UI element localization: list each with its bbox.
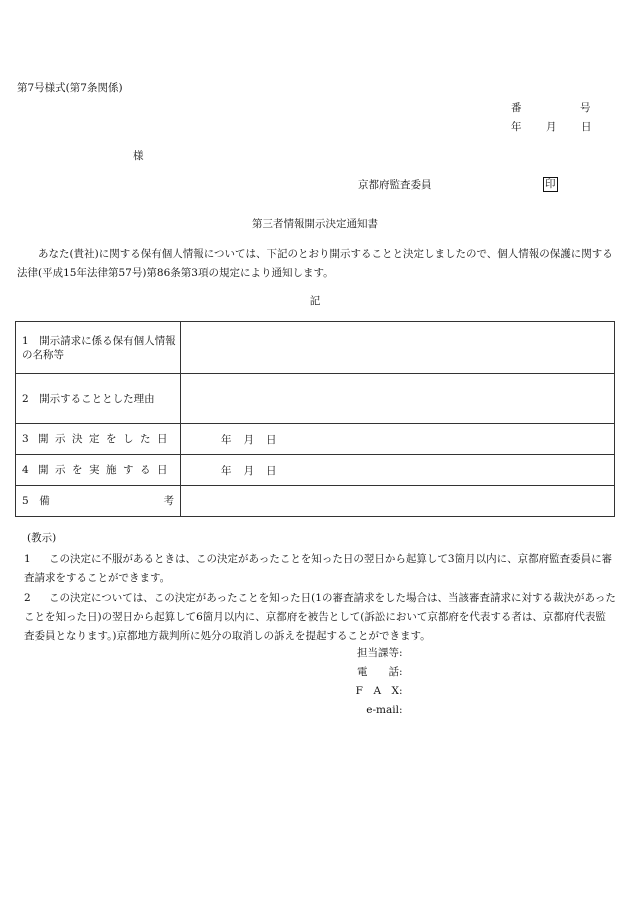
colon: : [399, 704, 403, 716]
date-day: 日 [266, 433, 277, 446]
note-item [24, 550, 616, 588]
contact-row [329, 663, 409, 682]
row-label-text: 開示を実施する日 [38, 464, 174, 476]
colon: : [399, 647, 403, 659]
row-number: 3 [22, 433, 29, 445]
contact-block [329, 644, 409, 720]
note-number: 2 [24, 592, 31, 604]
value-cell[interactable] [181, 486, 615, 517]
row-label [16, 322, 181, 374]
contact-email-label: e-mail [366, 704, 399, 716]
note-item [24, 589, 616, 646]
row-number: 5 [22, 495, 29, 507]
addressee-suffix: 様 [133, 150, 144, 162]
row-number: 4 [22, 464, 29, 476]
value-cell[interactable] [181, 455, 615, 486]
row-label-text: 備 [39, 495, 50, 507]
ki-heading: 記 [309, 295, 321, 307]
row-label [16, 486, 181, 517]
date-month: 月 [243, 433, 254, 446]
value-cell[interactable] [181, 322, 615, 374]
row-label-text: 開示請求に係る保有個人情報の名称等 [22, 334, 176, 361]
value-cell[interactable] [181, 374, 615, 424]
items-table [15, 321, 615, 517]
contact-dept-label: 担当課等 [357, 647, 399, 659]
colon: : [399, 666, 403, 678]
number-go-label: 号 [580, 102, 591, 114]
contact-row [329, 682, 409, 701]
number-ban-label: 番 [511, 102, 522, 114]
form-number: 第7号様式(第7条関係) [17, 82, 123, 94]
sender-name: 京都府監査委員 [358, 179, 432, 191]
date-month: 月 [243, 464, 254, 477]
date-day-label: 日 [581, 121, 592, 133]
contact-row [329, 701, 409, 720]
table-row [16, 455, 615, 486]
body-paragraph: あなた(貴社)に関する保有個人情報については、下記のとおり開示することと決定しましたので、個人情報の保護に関する法律(平成15年法律第57号)第86条第3項の規定により通知します。 [17, 248, 613, 279]
seal-mark: 印 [545, 178, 556, 190]
note-number: 1 [24, 553, 31, 565]
date-year: 年 [221, 433, 232, 446]
table-row [16, 374, 615, 424]
contact-phone-label: 電 話 [357, 666, 399, 678]
row-label [16, 424, 181, 455]
row-label [16, 455, 181, 486]
date-year: 年 [221, 464, 232, 477]
row-label-text: 開示することとした理由 [39, 392, 155, 405]
document-title: 第三者情報開示決定通知書 [252, 218, 378, 230]
colon: : [399, 685, 403, 697]
date-day: 日 [266, 464, 277, 477]
contact-fax-label: F A X [355, 685, 399, 697]
notes-heading: (教示) [27, 532, 57, 544]
value-cell[interactable] [181, 424, 615, 455]
row-number: 1 [22, 334, 29, 347]
row-label-text-right: 考 [163, 495, 174, 507]
row-label-text: 開示決定をした日 [38, 433, 174, 445]
date-year-label: 年 [511, 121, 522, 133]
row-number: 2 [22, 392, 29, 405]
table-row [16, 322, 615, 374]
contact-row [329, 644, 409, 663]
row-label [16, 374, 181, 424]
table-row [16, 424, 615, 455]
table-row [16, 486, 615, 517]
date-month-label: 月 [546, 121, 557, 133]
note-text: この決定に不服があるときは、この決定があったことを知った日の翌日から起算して3箇月以内に、京都府監査委員に審査請求をすることができます。 [24, 553, 613, 584]
note-text: この決定については、この決定があったことを知った日(1の審査請求をした場合は、当該審査請求に対する裁決があったことを知った日)の翌日から起算して6箇月以内に、京都府を被告として(訴訟において京都府を代表する者は、京都府代表監査委員となります。)京都地方裁判所に処分の取消しの訴えを提起することができます。 [24, 592, 616, 642]
